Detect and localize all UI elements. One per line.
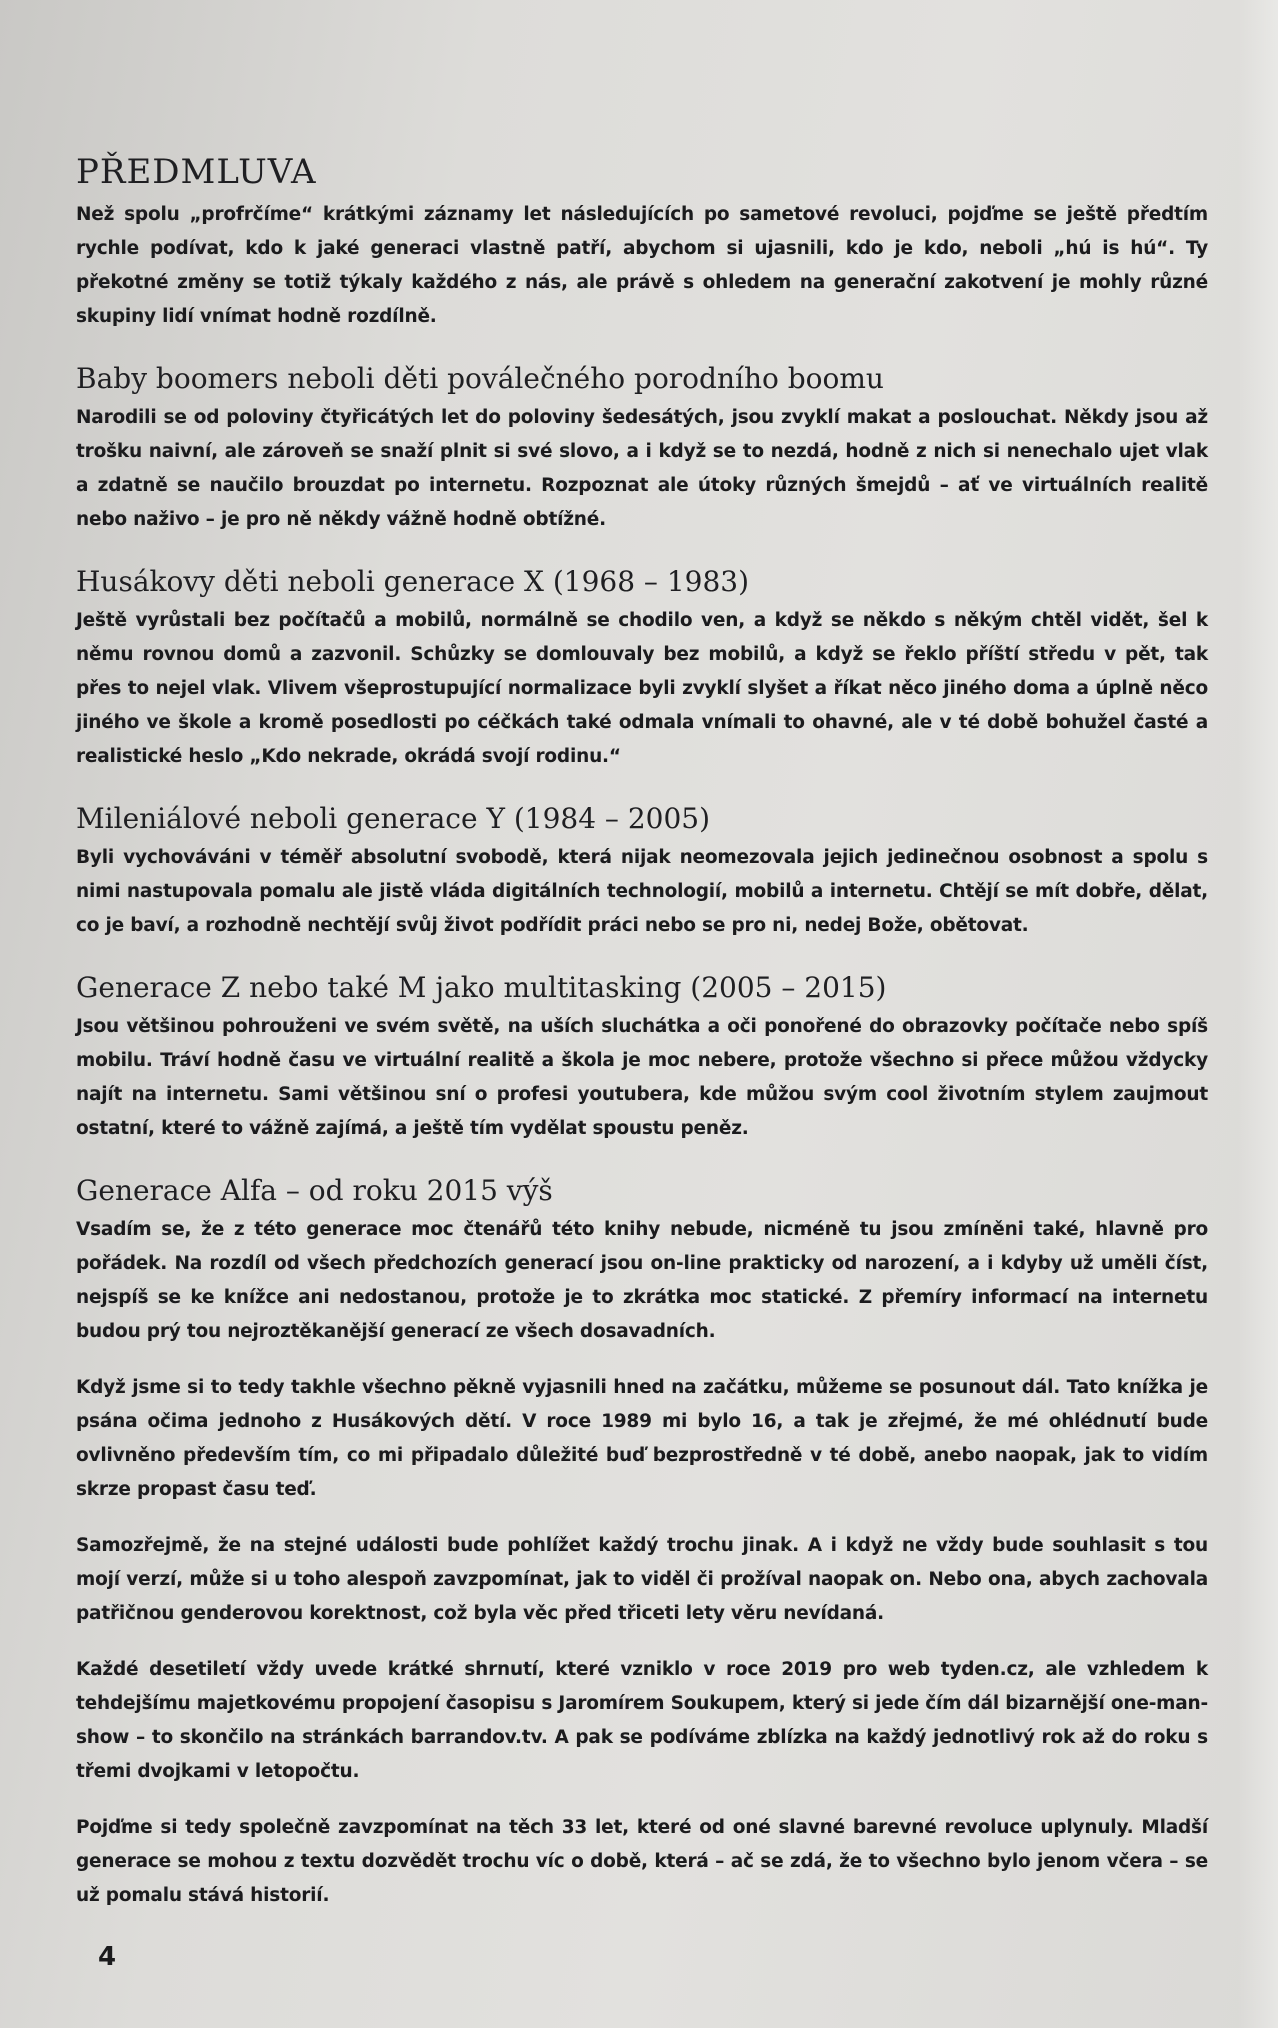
section-text-generation-z: Jsou většinou pohrouženi ve svém světě, na uších sluchátka a oči ponořené do obrazovky počítače nebo spíš mobilu. Tráví hodně času ve virtuální realitě a škola je moc nebere, protože všechno si přece můžou vždycky najít na internetu. Sami většinou sní o profesi youtubera, kde můžou svým cool životním stylem zaujmout ostatní, které to vážně zajímá, a ještě tím vydělat spoustu peněz. <box>76 1016 1208 1139</box>
intro-paragraph: Než spolu „profrčíme“ krátkými záznamy let následujících po sametové revoluci, pojďme se ještě předtím rychle podívat, kdo k jaké generaci vlastně patří, abychom si ujasnili, kdo je kdo, neboli „hú is hú“. Ty překotné změny se totiž týkaly každého z nás, ale právě s ohledem na generační zakotvení je mohly různé skupiny lidí vnímat hodně rozdílně. <box>76 204 1208 327</box>
section-heading-generation-z: Generace Z nebo také M jako multitasking (2005 – 2015) <box>76 971 887 1004</box>
section-text-generation-x: Ještě vyrůstali bez počítačů a mobilů, normálně se chodilo ven, a když se někdo s někým chtěl vidět, šel k němu rovnou domů a zazvonil. Schůzky se domlouvaly bez mobilů, a když se řeklo příští středu v pět, tak přes to nejel vlak. Vlivem všeprostupující normalizace byli zvyklí slyšet a říkat něco jiného doma a úplně něco jiného ve škole a kromě posedlosti po céčkách také odmala vnímali to ohavné, ale v té době bohužel časté a realistické heslo „Kdo nekrade, okrádá svojí rodinu.“ <box>76 610 1208 767</box>
section-text-generation-y: Byli vychováváni v téměř absolutní svobodě, která nijak neomezovala jejich jedinečnou osobnost a spolu s nimi nastupovala pomalu ale jistě vláda digitálních technologií, mobilů a internetu. Chtějí se mít dobře, dělat, co je baví, a rozhodně nechtějí svůj život podřídit práci nebo se pro ni, nedej Bože, obětovat. <box>76 847 1208 936</box>
page-title: PŘEDMLUVA <box>76 152 317 192</box>
body-paragraph: Pojďme si tedy společně zavzpomínat na těch 33 let, které od oné slavné barevné revoluce uplynuly. Mladší generace se mohou z textu dozvědět trochu víc o době, která – ač se zdá, že to všechno bylo jenom včera – se už pomalu stává historií. <box>76 1817 1208 1906</box>
section-heading-generation-x: Husákovy děti neboli generace X (1968 – 1983) <box>76 565 749 598</box>
body-paragraph: Každé desetiletí vždy uvede krátké shrnutí, které vzniklo v roce 2019 pro web tyden.cz, ale vzhledem k tehdejšímu majetkovému propojení časopisu s Jaromírem Soukupem, který si jede čím dál bizarnější one-man-show – to skončilo na stránkách barrandov.tv. A pak se podíváme zblízka na každý jednotlivý rok až do roku s třemi dvojkami v letopočtu. <box>76 1659 1208 1782</box>
section-heading-baby-boomers: Baby boomers neboli děti poválečného porodního boomu <box>76 362 884 395</box>
body-paragraph: Když jsme si to tedy takhle všechno pěkně vyjasnili hned na začátku, můžeme se posunout dál. Tato knížka je psána očima jednoho z Husákových dětí. V roce 1989 mi bylo 16, a tak je zřejmé, že mé ohlédnutí bude ovlivněno především tím, co mi připadalo důležité buď bezprostředně v té době, anebo naopak, jak to vidím skrze propast času teď. <box>76 1377 1208 1500</box>
section-text-generation-alpha: Vsadím se, že z této generace moc čtenářů této knihy nebude, nicméně tu jsou zmíněni také, hlavně pro pořádek. Na rozdíl od všech předchozích generací jsou on-line prakticky od narození, a i kdyby už uměli číst, nejspíš se ke knížce ani nedostanou, protože je to zkrátka moc statické. Z přemíry informací na internetu budou prý tou nejroztěkanější generací ze všech dosavadních. <box>76 1219 1208 1342</box>
page-number: 4 <box>98 1942 117 1972</box>
page-content <box>76 152 1208 1913</box>
section-text-baby-boomers: Narodili se od poloviny čtyřicátých let do poloviny šedesátých, jsou zvyklí makat a poslouchat. Někdy jsou až trošku naivní, ale zároveň se snaží plnit si své slovo, a i když se to nezdá, hodně z nich si nenechalo ujet vlak a zdatně se naučilo brouzdat po internetu. Rozpoznat ale útoky různých šmejdů – ať ve virtuálních realitě nebo naživo – je pro ně někdy vážně hodně obtížné. <box>76 407 1208 530</box>
section-heading-generation-y: Mileniálové neboli generace Y (1984 – 2005) <box>76 802 711 835</box>
section-heading-generation-alpha: Generace Alfa – od roku 2015 výš <box>76 1174 553 1207</box>
body-paragraph: Samozřejmě, že na stejné události bude pohlížet každý trochu jinak. A i když ne vždy bude souhlasit s tou mojí verzí, může si u toho alespoň zavzpomínat, jak to viděl či prožíval naopak on. Nebo ona, abych zachovala patřičnou genderovou korektnost, což byla věc před třiceti lety věru nevídaná. <box>76 1535 1208 1624</box>
